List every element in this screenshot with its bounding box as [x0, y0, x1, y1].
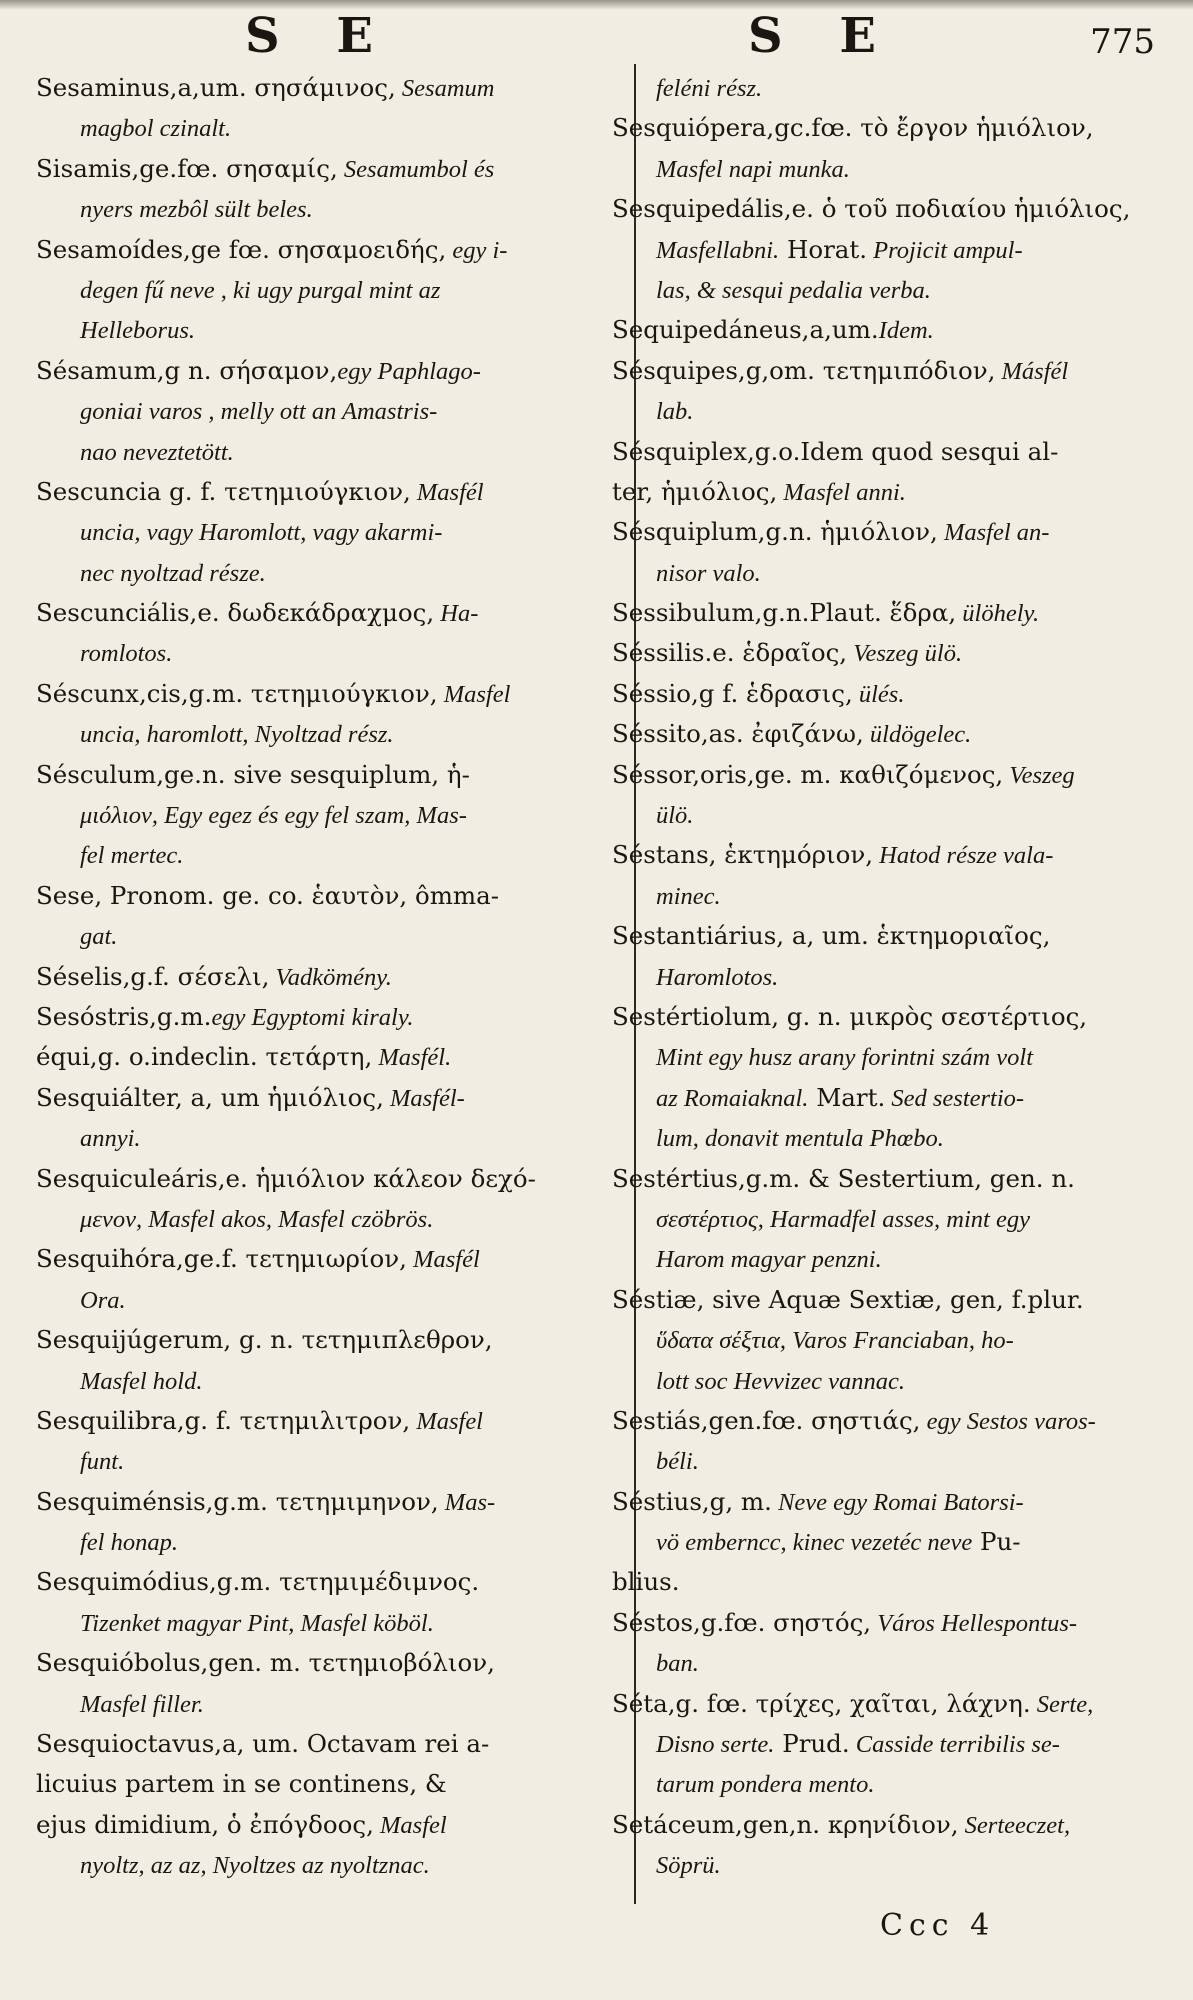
- roman-text: Sesquipedális,e. ὁ τοῦ ποδιαίου ἡμιόλιος,: [612, 194, 1131, 224]
- italic-gloss: gat.: [80, 923, 118, 951]
- italic-gloss: Projicit ampul-: [867, 236, 1023, 264]
- running-head-right: S E: [748, 8, 896, 64]
- dictionary-line: [612, 1805, 1164, 1845]
- italic-gloss: las, & sesqui pedalia verba.: [656, 276, 931, 304]
- italic-gloss: Casside terribilis se-: [849, 1731, 1060, 1759]
- dictionary-line: [36, 1239, 624, 1279]
- roman-text: Sese, Pronom. ge. co. ἑαυτὸν, ômma-: [36, 880, 500, 910]
- roman-text: Sesquilibra,g. f. τετημιλιτρον,: [36, 1405, 411, 1435]
- italic-gloss: Masfel hold.: [80, 1367, 203, 1395]
- italic-gloss: egy i-: [446, 236, 508, 264]
- italic-gloss: romlotos.: [80, 640, 173, 668]
- dictionary-line: [36, 674, 624, 714]
- italic-gloss: Másfél: [995, 357, 1069, 385]
- dictionary-line: [36, 1522, 624, 1562]
- italic-gloss: funt.: [80, 1448, 125, 1476]
- dictionary-line: [612, 1522, 1164, 1562]
- italic-gloss: Ha-: [434, 600, 479, 628]
- roman-text: Prud.: [774, 1729, 850, 1759]
- dictionary-line: [612, 835, 1164, 875]
- dictionary-line: [36, 1562, 624, 1602]
- italic-gloss: Sesamumbol és: [337, 155, 495, 183]
- dictionary-line: [612, 432, 1164, 472]
- italic-gloss: Mint egy husz arany forintni szám volt: [656, 1044, 1034, 1072]
- dictionary-line: [612, 957, 1164, 997]
- roman-text: Sescuncia g. f. τετημιούγκιον,: [36, 476, 411, 506]
- roman-text: Sestantiárius, a, um. ἑκτημοριαῖος,: [612, 921, 1051, 951]
- italic-gloss: Veszeg ülö.: [847, 640, 963, 668]
- dictionary-line: [36, 1199, 624, 1239]
- dictionary-line: [612, 472, 1164, 512]
- dictionary-line: [36, 512, 624, 552]
- dictionary-line: [36, 149, 624, 189]
- italic-gloss: Masfel anni.: [777, 478, 906, 506]
- roman-text: Sescunciális,e. δωδεκάδραχμος,: [36, 598, 435, 628]
- italic-gloss: Masfél-: [383, 1084, 465, 1112]
- roman-text: Sésculum,ge.n. sive sesquiplum, ἡ-: [36, 759, 470, 789]
- dictionary-line: [36, 1482, 624, 1522]
- dictionary-line: [612, 270, 1164, 310]
- roman-text: licuius partem in se continens, &: [36, 1769, 447, 1799]
- italic-gloss: ülöhely.: [956, 600, 1040, 628]
- dictionary-line: [612, 1280, 1164, 1320]
- roman-text: Séscunx,cis,g.m. τετημιούγκιον,: [36, 678, 438, 708]
- italic-gloss: nyoltz, az az, Nyoltzes az nyoltznac.: [80, 1852, 430, 1880]
- page-number: 775: [1090, 22, 1155, 62]
- roman-text: Séssor,oris,ge. m. καθιζόμενος,: [612, 759, 1004, 789]
- italic-gloss: Masfellabni.: [656, 236, 780, 264]
- italic-gloss: Veszeg: [1003, 761, 1075, 789]
- dictionary-line: [36, 1159, 624, 1199]
- dictionary-line: [36, 1441, 624, 1481]
- italic-gloss: Mas-: [438, 1488, 496, 1516]
- dictionary-line: [36, 1361, 624, 1401]
- italic-gloss: fel honap.: [80, 1529, 178, 1557]
- dictionary-line: [36, 835, 624, 875]
- italic-gloss: Söprü.: [656, 1852, 721, 1880]
- dictionary-line: [36, 1603, 624, 1643]
- left-column: [36, 68, 624, 1886]
- dictionary-line: [612, 1684, 1164, 1724]
- dictionary-line: [36, 432, 624, 472]
- dictionary-line: [612, 189, 1164, 229]
- italic-gloss: Neve egy Romai Batorsi-: [771, 1488, 1024, 1516]
- roman-text: Sesamoídes,ge fœ. σησαμοειδής,: [36, 234, 447, 264]
- roman-text: Sestértius,g.m. & Sestertium, gen. n.: [612, 1163, 1075, 1193]
- dictionary-line: [36, 957, 624, 997]
- italic-gloss: Vadkömény.: [269, 963, 392, 991]
- italic-gloss: nec nyoltzad része.: [80, 559, 266, 587]
- italic-gloss: uncia, vagy Haromlott, vagy akarmi-: [80, 519, 443, 547]
- page-top-edge: [0, 0, 1193, 10]
- dictionary-line: [612, 1441, 1164, 1481]
- italic-gloss: μιόλιον, Egy egez és egy fel szam, Mas-: [80, 802, 467, 830]
- italic-gloss: az Romaiaknal.: [656, 1084, 809, 1112]
- italic-gloss: ὕδατα σέξτια, Varos Franciaban, ho-: [656, 1327, 1014, 1355]
- dictionary-line: [612, 1401, 1164, 1441]
- dictionary-line: [36, 68, 624, 108]
- roman-text: Mart.: [808, 1082, 886, 1112]
- roman-text: blius.: [612, 1567, 680, 1597]
- roman-text: Sesquimódius,g.m. τετημιμέδιμνος.: [36, 1567, 480, 1597]
- dictionary-line: [36, 472, 624, 512]
- italic-gloss: Masfel filler.: [80, 1690, 204, 1718]
- dictionary-line: [612, 1078, 1164, 1118]
- roman-text: ejus dimidium, ὁ ἐπόγδοος,: [36, 1809, 374, 1839]
- italic-gloss: Sesamum: [395, 75, 495, 102]
- italic-gloss: ban.: [656, 1650, 699, 1678]
- dictionary-line: [36, 1401, 624, 1441]
- dictionary-line: [36, 230, 624, 270]
- roman-text: Sesquiménsis,g.m. τετημιμηνον,: [36, 1486, 439, 1516]
- dictionary-line: [612, 1724, 1164, 1764]
- dictionary-line: [36, 310, 624, 350]
- roman-text: Sesquioctavus,a, um. Octavam rei a-: [36, 1729, 490, 1759]
- dictionary-line: [612, 68, 1164, 108]
- italic-gloss: lab.: [656, 398, 694, 426]
- dictionary-line: [36, 633, 624, 673]
- italic-gloss: Város Hellespontus-: [871, 1609, 1078, 1637]
- dictionary-line: [36, 351, 624, 391]
- dictionary-line: [36, 795, 624, 835]
- roman-text: Sestiás,gen.fœ. σηστιάς,: [612, 1405, 921, 1435]
- dictionary-line: [36, 1118, 624, 1158]
- dictionary-line: [36, 1764, 624, 1804]
- roman-text: Séselis,g.f. σέσελι,: [36, 961, 270, 991]
- italic-gloss: ülés.: [852, 680, 905, 708]
- roman-text: Séssito,as. ἐφιζάνω,: [612, 719, 864, 749]
- italic-gloss: Harom magyar penzni.: [656, 1246, 882, 1274]
- roman-text: Sésquiplex,g.o.Idem quod sesqui al-: [612, 436, 1059, 466]
- italic-gloss: nyers mezbôl sült beles.: [80, 196, 313, 224]
- dictionary-line: [612, 391, 1164, 431]
- dictionary-line: [36, 270, 624, 310]
- dictionary-line: [612, 1037, 1164, 1077]
- dictionary-line: [612, 230, 1164, 270]
- dictionary-line: [36, 1320, 624, 1360]
- dictionary-line: [36, 1845, 624, 1885]
- dictionary-line: [612, 633, 1164, 673]
- dictionary-line: [36, 553, 624, 593]
- dictionary-line: [612, 795, 1164, 835]
- dictionary-line: [612, 1361, 1164, 1401]
- roman-text: Sessibulum,g.n.Plaut. ἕδρα,: [612, 598, 957, 628]
- italic-gloss: vö emberncc, kinec vezetéc neve: [656, 1529, 973, 1557]
- italic-gloss: lott soc Hevvizec vannac.: [656, 1367, 905, 1395]
- dictionary-line: [612, 1320, 1164, 1360]
- roman-text: Sesquihóra,ge.f. τετημιωρίον,: [36, 1244, 407, 1274]
- italic-gloss: Sed sestertio-: [885, 1084, 1025, 1112]
- italic-gloss: Masfel: [373, 1811, 447, 1839]
- roman-text: Séssilis.e. ἑδραῖος,: [612, 638, 848, 668]
- dictionary-line: [612, 1118, 1164, 1158]
- roman-text: Séstans, ἑκτημόριον,: [612, 840, 874, 870]
- dictionary-line: [612, 512, 1164, 552]
- italic-gloss: feléni rész.: [656, 75, 763, 102]
- italic-gloss: Disno serte.: [656, 1731, 775, 1759]
- roman-text: Sestértiolum, g. n. μικρὸς σεστέρτιος,: [612, 1001, 1088, 1031]
- roman-text: Sesóstris,g.m.: [36, 1001, 212, 1031]
- italic-gloss: egy Egyptomi kiraly.: [211, 1003, 414, 1031]
- dictionary-line: [36, 1684, 624, 1724]
- italic-gloss: lum, donavit mentula Phœbo.: [656, 1125, 944, 1153]
- dictionary-line: [36, 189, 624, 229]
- dictionary-line: [612, 1643, 1164, 1683]
- dictionary-line: [36, 1643, 624, 1683]
- italic-gloss: üldögelec.: [863, 721, 972, 749]
- dictionary-line: [36, 1280, 624, 1320]
- roman-text: Sésquiplum,g.n. ἡμιόλιον,: [612, 517, 938, 547]
- dictionary-line: [612, 755, 1164, 795]
- italic-gloss: Masfél.: [372, 1044, 452, 1072]
- italic-gloss: Masfél: [406, 1246, 480, 1274]
- italic-gloss: nao neveztetött.: [80, 438, 234, 466]
- dictionary-line: [612, 714, 1164, 754]
- roman-text: Séstos,g.fœ. σηστός,: [612, 1607, 872, 1637]
- italic-gloss: Hatod része vala-: [873, 842, 1054, 870]
- dictionary-line: [36, 916, 624, 956]
- italic-gloss: tarum pondera mento.: [656, 1771, 875, 1799]
- dictionary-line: [36, 714, 624, 754]
- dictionary-line: [612, 876, 1164, 916]
- italic-gloss: Serte,: [1030, 1690, 1094, 1718]
- italic-gloss: Idem.: [878, 317, 934, 345]
- dictionary-line: [36, 755, 624, 795]
- roman-text: Sesquiópera,gc.fœ. τὸ ἔργον ἡμιόλιον,: [612, 113, 1094, 143]
- italic-gloss: goniai varos , melly ott an Amastris-: [80, 398, 438, 426]
- italic-gloss: degen fű neve , ki ugy purgal mint az: [80, 276, 441, 304]
- italic-gloss: annyi.: [80, 1125, 141, 1153]
- italic-gloss: uncia, haromlott, Nyoltzad rész.: [80, 721, 394, 749]
- roman-text: Sésquipes,g,om. τετημιπόδιον,: [612, 355, 996, 385]
- dictionary-line: [612, 1159, 1164, 1199]
- dictionary-line: [612, 997, 1164, 1037]
- italic-gloss: egy Paphlago-: [337, 357, 481, 385]
- dictionary-line: [36, 997, 624, 1037]
- dictionary-line: [612, 149, 1164, 189]
- roman-text: Sesquióbolus,gen. m. τετημιοβόλιον,: [36, 1648, 495, 1678]
- roman-text: Sésamum,g n. σήσαμον,: [36, 355, 338, 385]
- roman-text: Horat.: [779, 234, 868, 264]
- italic-gloss: μενον, Masfel akos, Masfel czöbrös.: [80, 1205, 434, 1233]
- roman-text: Sisamis,ge.fœ. σησαμίς,: [36, 153, 338, 183]
- italic-gloss: Ora.: [80, 1286, 126, 1314]
- dictionary-line: [612, 916, 1164, 956]
- italic-gloss: Masfel: [437, 680, 511, 708]
- italic-gloss: Masfel an-: [937, 519, 1050, 547]
- italic-gloss: minec.: [656, 882, 721, 910]
- italic-gloss: σεστέρτιος, Harmadfel asses, mint egy: [656, 1205, 1030, 1233]
- dictionary-line: [36, 1805, 624, 1845]
- roman-text: équi,g. o.indeclin. τετάρτη,: [36, 1042, 373, 1072]
- italic-gloss: Masfel napi munka.: [656, 155, 850, 183]
- italic-gloss: ülö.: [656, 802, 694, 830]
- right-column: [612, 68, 1164, 1886]
- italic-gloss: Masfél: [410, 478, 484, 506]
- italic-gloss: egy Sestos varos-: [920, 1407, 1096, 1435]
- dictionary-line: [612, 1199, 1164, 1239]
- italic-gloss: magbol czinalt.: [80, 115, 232, 143]
- italic-gloss: nisor valo.: [656, 559, 761, 587]
- roman-text: Setáceum,gen,n. κρηνίδιον,: [612, 1809, 959, 1839]
- dictionary-line: [36, 593, 624, 633]
- roman-text: Sesquiculeáris,e. ἡμιόλιον κάλεον δεχό-: [36, 1163, 536, 1193]
- roman-text: Séta,g. fœ. τρίχες, χαῖται, λάχνη.: [612, 1688, 1031, 1718]
- roman-text: Sesquijúgerum, g. n. τετημιπλεθρον,: [36, 1325, 493, 1355]
- roman-text: Sequipedáneus,a,um.: [612, 315, 879, 345]
- dictionary-line: [36, 108, 624, 148]
- italic-gloss: Helleborus.: [80, 317, 195, 345]
- roman-text: Sesquiálter, a, um ἡμιόλιος,: [36, 1082, 384, 1112]
- dictionary-line: [36, 876, 624, 916]
- dictionary-line: [612, 1603, 1164, 1643]
- roman-text: Sesaminus,a,um. σησάμινος,: [36, 73, 396, 102]
- roman-text: Pu-: [972, 1527, 1021, 1557]
- dictionary-line: [612, 310, 1164, 350]
- dictionary-line: [612, 1764, 1164, 1804]
- dictionary-line: [36, 1037, 624, 1077]
- dictionary-line: [612, 674, 1164, 714]
- italic-gloss: béli.: [656, 1448, 699, 1476]
- dictionary-line: [36, 391, 624, 431]
- roman-text: Séstius,g, m.: [612, 1486, 772, 1516]
- dictionary-line: [612, 1845, 1164, 1885]
- dictionary-line: [612, 553, 1164, 593]
- dictionary-line: [612, 108, 1164, 148]
- italic-gloss: Tizenket magyar Pint, Masfel köböl.: [80, 1609, 434, 1637]
- italic-gloss: fel mertec.: [80, 842, 184, 870]
- italic-gloss: Haromlotos.: [656, 963, 779, 991]
- dictionary-line: [36, 1724, 624, 1764]
- dictionary-line: [36, 1078, 624, 1118]
- italic-gloss: Serteeczet,: [958, 1811, 1071, 1839]
- dictionary-line: [612, 593, 1164, 633]
- roman-text: Séstiæ, sive Aquæ Sextiæ, gen, f.plur.: [612, 1284, 1084, 1314]
- dictionary-line: [612, 1482, 1164, 1522]
- running-head-left: S E: [245, 8, 393, 64]
- roman-text: ter, ἡμιόλιος,: [612, 476, 778, 506]
- dictionary-line: [612, 351, 1164, 391]
- roman-text: Séssio,g f. ἑδρασις,: [612, 678, 853, 708]
- italic-gloss: Masfel: [410, 1407, 483, 1435]
- dictionary-line: [612, 1562, 1164, 1602]
- dictionary-line: [612, 1239, 1164, 1279]
- signature-mark: Ccc 4: [880, 1908, 996, 1943]
